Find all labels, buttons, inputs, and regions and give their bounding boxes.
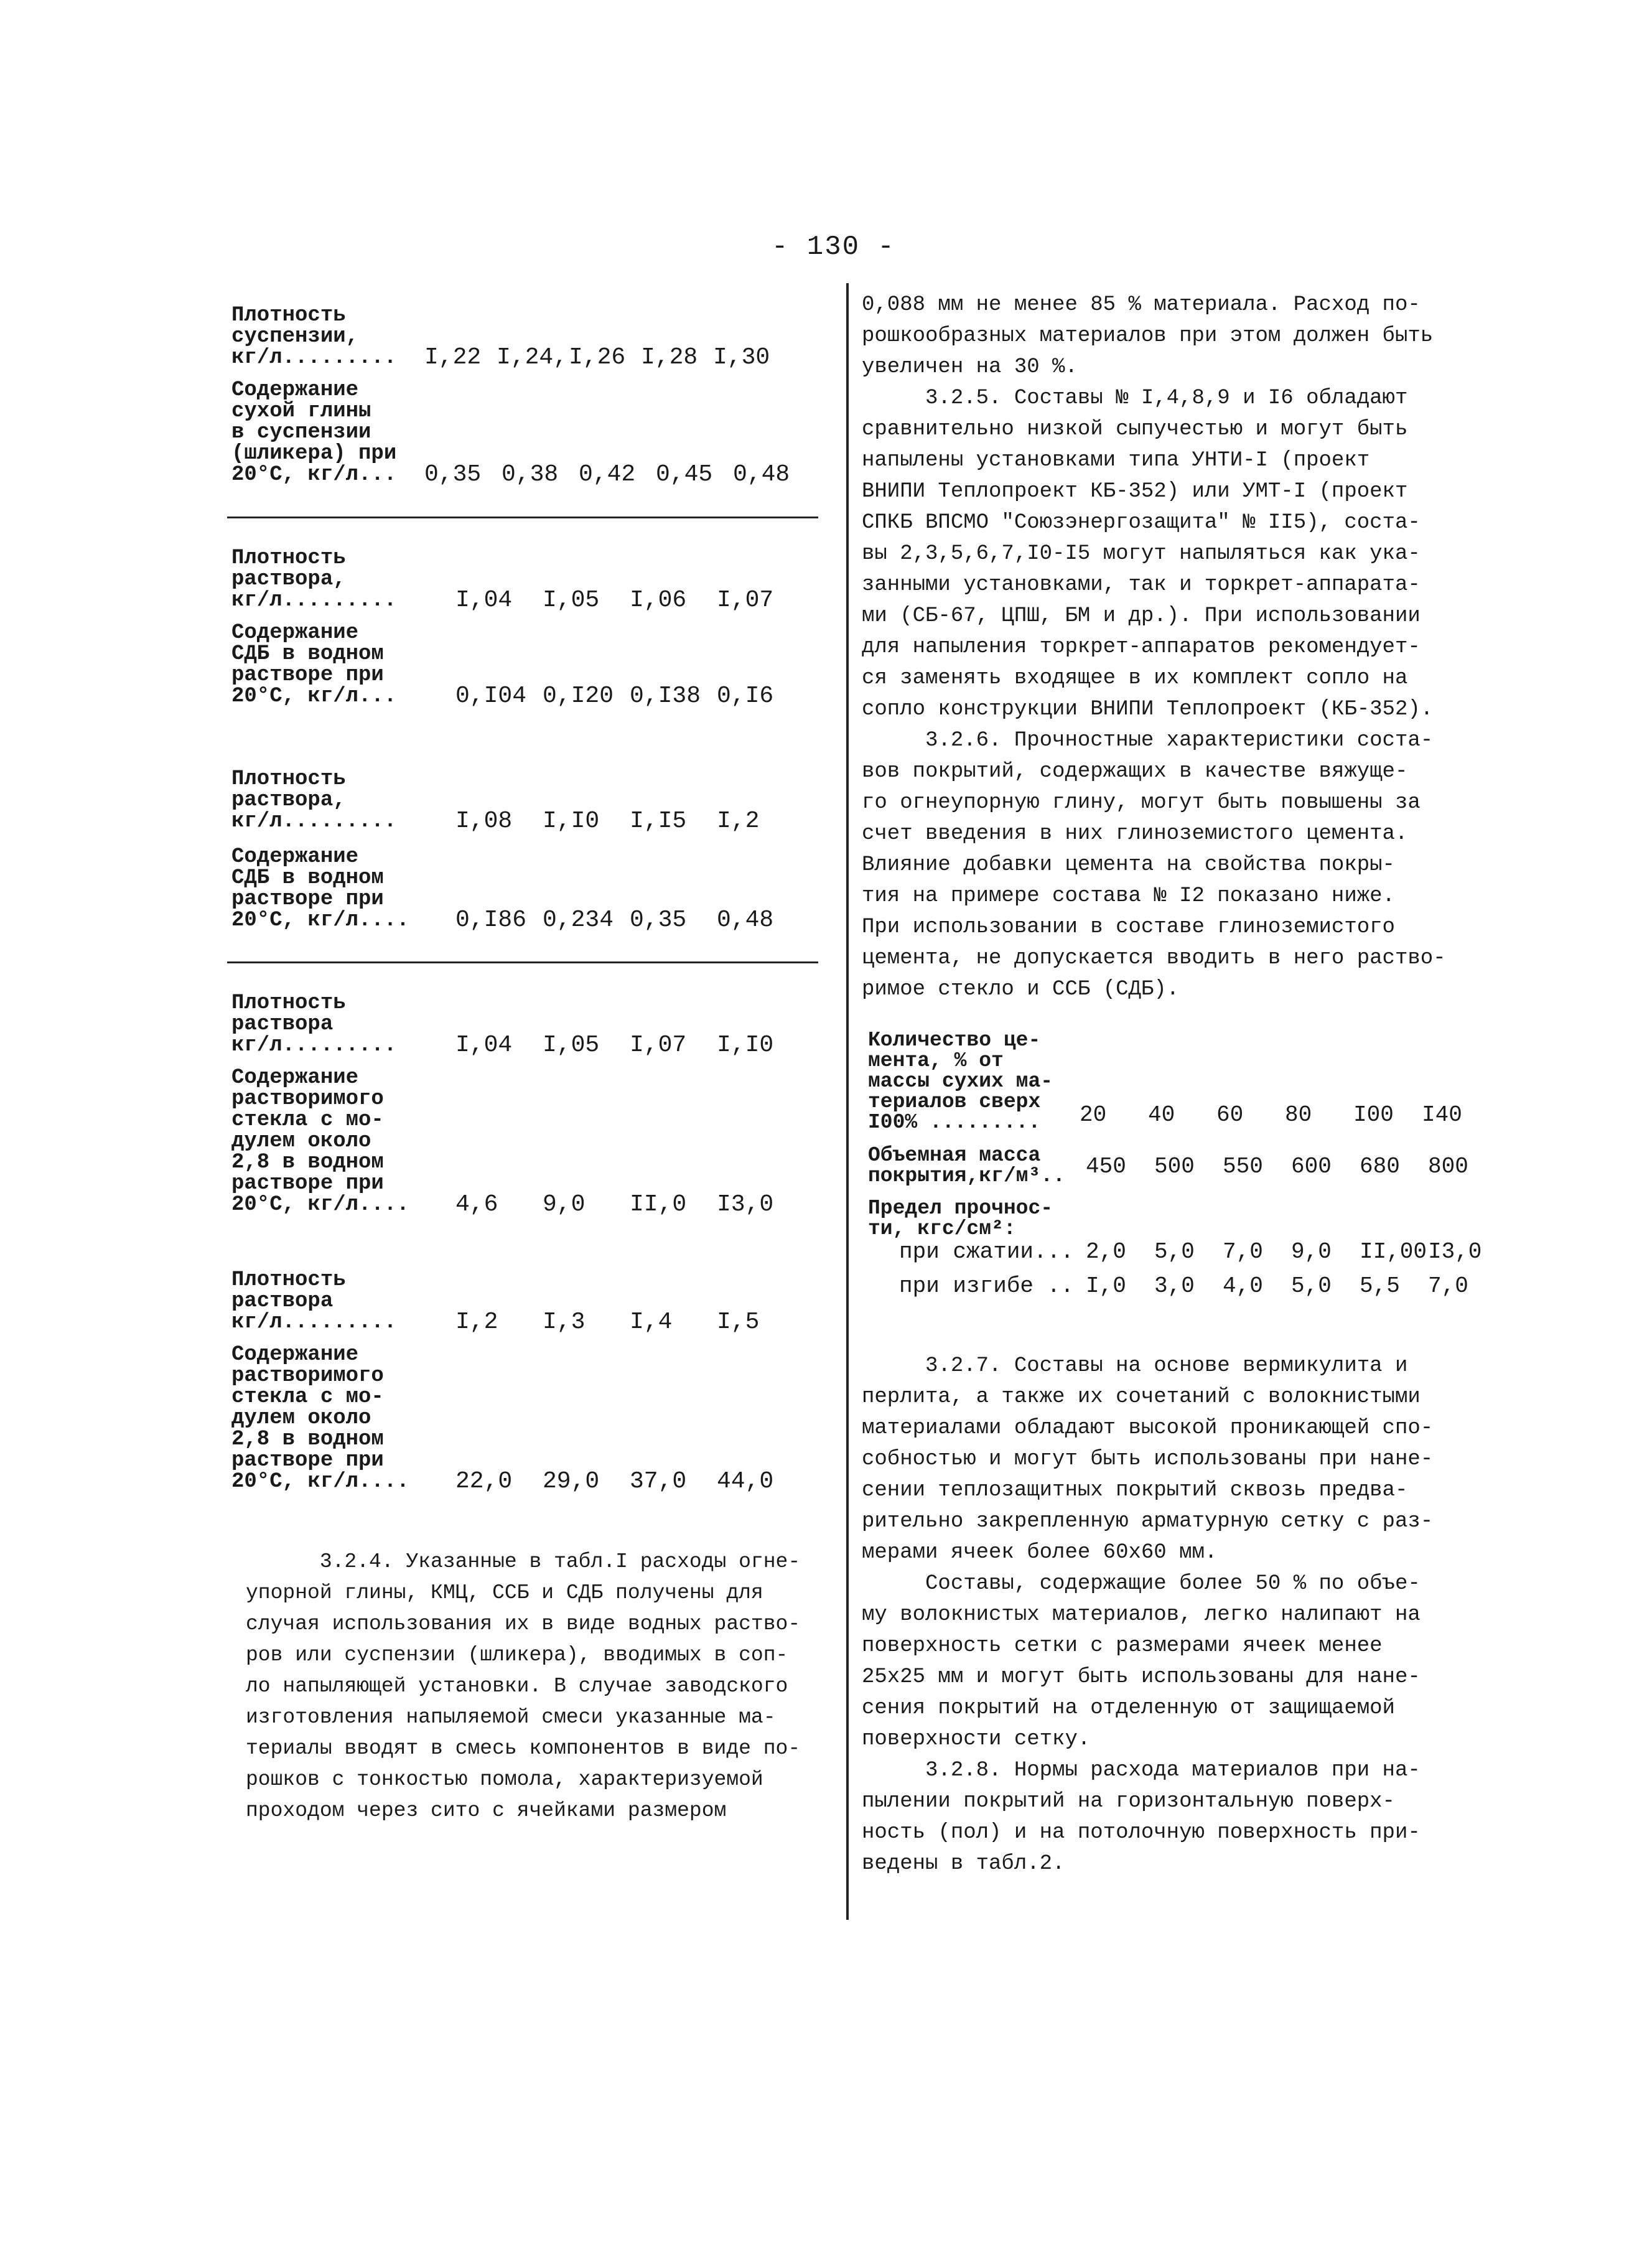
cell: I,26 xyxy=(569,344,626,371)
cell: 450 xyxy=(1086,1154,1126,1179)
row-label: Плотность раствора кг/л......... xyxy=(231,1268,397,1334)
cell: I,06 xyxy=(630,587,687,614)
cell: 22,0 xyxy=(455,1468,513,1495)
table-row xyxy=(231,991,829,1059)
cell: I,08 xyxy=(455,808,513,835)
cell: I,4 xyxy=(630,1309,673,1335)
cell: 44,0 xyxy=(717,1468,774,1495)
row-label: Содержание растворимого стекла с мо- дулем около 2,8 в водном растворе при 20°С, кг/л.... xyxy=(231,1066,409,1217)
row-label: Количество це- мента, % от массы сухих ма- териалов сверх I00% ......... xyxy=(868,1029,1053,1134)
table-row xyxy=(868,1145,1490,1186)
paragraph-continuation: 0,088 мм не менее 85 % материала. Расход по- рошкообразных материалов при этом должен быть увеличен на 30 %. xyxy=(862,293,1434,379)
cell: 9,0 xyxy=(1291,1239,1332,1265)
cell: 0,35 xyxy=(424,461,482,488)
row-label: Содержание СДБ в водном растворе при 20°С, кг/л.... xyxy=(231,845,409,932)
row-label: Содержание сухой глины в суспензии (шликера) при 20°С, кг/л... xyxy=(231,378,397,487)
row-label: Плотность раствора, кг/л......... xyxy=(231,546,397,612)
cell: 3,0 xyxy=(1154,1273,1195,1299)
table-row xyxy=(868,1198,1490,1239)
cell: 80 xyxy=(1285,1102,1312,1128)
cell: 500 xyxy=(1154,1154,1195,1179)
cell: 0,35 xyxy=(630,907,687,933)
cell: 0,234 xyxy=(543,907,614,933)
table-row xyxy=(231,546,829,614)
cell: 680 xyxy=(1360,1154,1400,1179)
row-label: Содержание СДБ в водном растворе при 20°С, кг/л... xyxy=(231,621,397,708)
row-label: при изгибе .. xyxy=(899,1273,1074,1299)
cell: 0,38 xyxy=(502,461,559,488)
cell: 0,45 xyxy=(656,461,713,488)
cell: I,2 xyxy=(717,808,760,835)
cell: 20 xyxy=(1080,1102,1107,1128)
cell: I3,0 xyxy=(717,1191,774,1218)
paragraph-3-2-4: 3.2.4. Указанные в табл.I расходы огне- упорной глины, КМЦ, ССБ и СДБ получены для случая использования их в виде водных раство- ров или суспензии (шликера), вводимых в соп- ло напыляющей установки. В случае заводского изготовления напыляемой смеси указанные ма- териалы вводят в смесь компонентов в виде по- рошков с тонкостью помола, характеризуемой проходом через сито с ячейками размером xyxy=(246,1550,801,1822)
cell: 5,5 xyxy=(1360,1273,1400,1299)
cell: I,05 xyxy=(543,587,600,614)
cell: I,22 xyxy=(424,344,482,371)
divider xyxy=(227,517,818,518)
row-label: Плотность раствора, кг/л......... xyxy=(231,767,397,833)
table-row xyxy=(231,1343,829,1495)
row-label: Плотность суспензии, кг/л......... xyxy=(231,304,397,370)
cell: 7,0 xyxy=(1223,1239,1263,1265)
paragraph-3-2-7: 3.2.7. Составы на основе вермикулита и перлита, а также их сочетаний с волокнистыми материалами обладают высокой проникающей спо- собностью и могут быть использованы при нане- сении теплозащитных покрытий сквозь предва- рительно закрепленную арматурную сетку с раз- мерами ячеек более 60х60 мм. xyxy=(862,1354,1434,1564)
row-label: Плотность раствора кг/л......... xyxy=(231,991,397,1057)
paragraph-3-2-8: 3.2.8. Нормы расхода материалов при на- пылении покрытий на горизонтальную поверх- ность (пол) и на потолочную поверхность при- ведены в табл.2. xyxy=(862,1759,1421,1876)
cell: 7,0 xyxy=(1428,1273,1468,1299)
cell: 0,42 xyxy=(579,461,636,488)
table-row xyxy=(231,1066,829,1218)
cell: I,0 xyxy=(1086,1273,1126,1299)
paragraph-3-2-5: 3.2.5. Составы № I,4,8,9 и I6 обладают сравнительно низкой сыпучестью и могут быть напылены установками типа УНТИ-I (проект ВНИПИ Теплопроект КБ-352) или УМТ-I (проект СПКБ ВПСМО "Союзэнергозащита" № II5), соста- вы 2,3,5,6,7,I0-I5 могут напыляться как ука- занными установками, так и торкрет-аппарата- ми (СБ-67, ЦПШ, БМ и др.). При использовании для напыления торкрет-аппаратов рекомендует- ся заменять входящее в их комплект сопло на сопло конструкции ВНИПИ Теплопроект (КБ-352). xyxy=(862,386,1434,721)
cell: I,I0 xyxy=(543,808,600,835)
cell: 40 xyxy=(1148,1102,1175,1128)
cell: I,28 xyxy=(641,344,698,371)
cell: I3,0 xyxy=(1428,1239,1482,1265)
cell: I,07 xyxy=(630,1032,687,1059)
cell: 2,0 xyxy=(1086,1239,1126,1265)
paragraph-sostavy: Составы, содержащие более 50 % по объе- му волокнистых материалов, легко налипают на поверхность сетки с размерами ячеек менее 25х25 мм и могут быть использованы для нане- сения покрытий на отделенную от защищаемой поверхности сетку. xyxy=(862,1572,1421,1751)
cell: I,24, xyxy=(497,344,568,371)
page-number: - 130 - xyxy=(772,232,895,263)
cell: 37,0 xyxy=(630,1468,687,1495)
paragraph-3-2-6: 3.2.6. Прочностные характеристики соста- вов покрытий, содержащих в качестве вяжуще- го огнеупорную глину, могут быть повышены за счет введения в них глиноземистого цемента. Влияние добавки цемента на свойства покры- тия на примере состава № I2 показано ниже. При использовании в составе глиноземистого цемента, не допускается вводить в него раство- римое стекло и ССБ (СДБ). xyxy=(862,729,1446,1001)
cell: I,5 xyxy=(717,1309,760,1335)
cell: I40 xyxy=(1422,1102,1462,1128)
cell: 0,I6 xyxy=(717,683,774,709)
cell: 5,0 xyxy=(1291,1273,1332,1299)
cell: I,05 xyxy=(543,1032,600,1059)
row-label: Содержание растворимого стекла с мо- дулем около 2,8 в водном растворе при 20°С, кг/л.... xyxy=(231,1343,409,1494)
cell: II,0 xyxy=(630,1191,687,1218)
table-row xyxy=(231,622,829,707)
cell: 0,48 xyxy=(717,907,774,933)
cell: 550 xyxy=(1223,1154,1263,1179)
cell: I,04 xyxy=(455,1032,513,1059)
row-label: при сжатии... xyxy=(899,1239,1074,1265)
cell: 4,6 xyxy=(455,1191,498,1218)
cell: I,04 xyxy=(455,587,513,614)
cell: I00 xyxy=(1353,1102,1394,1128)
row-label: Предел прочнос- ти, кгс/см²: xyxy=(868,1197,1053,1240)
table-row xyxy=(231,378,829,488)
cell: I,2 xyxy=(455,1309,498,1335)
cell: 4,0 xyxy=(1223,1273,1263,1299)
cell: I,I0 xyxy=(717,1032,774,1059)
cell: II,00 xyxy=(1360,1239,1427,1265)
row-label: Объемная масса покрытия,кг/м³.. xyxy=(868,1144,1065,1187)
cell: 0,I04 xyxy=(455,683,527,709)
cell: 29,0 xyxy=(543,1468,600,1495)
cell: 800 xyxy=(1428,1154,1468,1179)
table-row xyxy=(231,304,829,371)
column-divider xyxy=(846,283,849,1920)
cell: I,I5 xyxy=(630,808,687,835)
cell: I,07 xyxy=(717,587,774,614)
cell: 0,I20 xyxy=(543,683,614,709)
cell: I,30 xyxy=(713,344,770,371)
cell: 60 xyxy=(1216,1102,1244,1128)
table-row xyxy=(231,1270,829,1333)
cell: 0,I38 xyxy=(630,683,701,709)
table-row xyxy=(231,846,829,931)
table-row xyxy=(231,767,829,835)
cell: 0,48 xyxy=(733,461,790,488)
cell: 9,0 xyxy=(543,1191,586,1218)
table-row xyxy=(868,1030,1490,1133)
cell: I,3 xyxy=(543,1309,586,1335)
cell: 5,0 xyxy=(1154,1239,1195,1265)
cell: 600 xyxy=(1291,1154,1332,1179)
divider xyxy=(227,961,818,963)
cell: 0,I86 xyxy=(455,907,527,933)
